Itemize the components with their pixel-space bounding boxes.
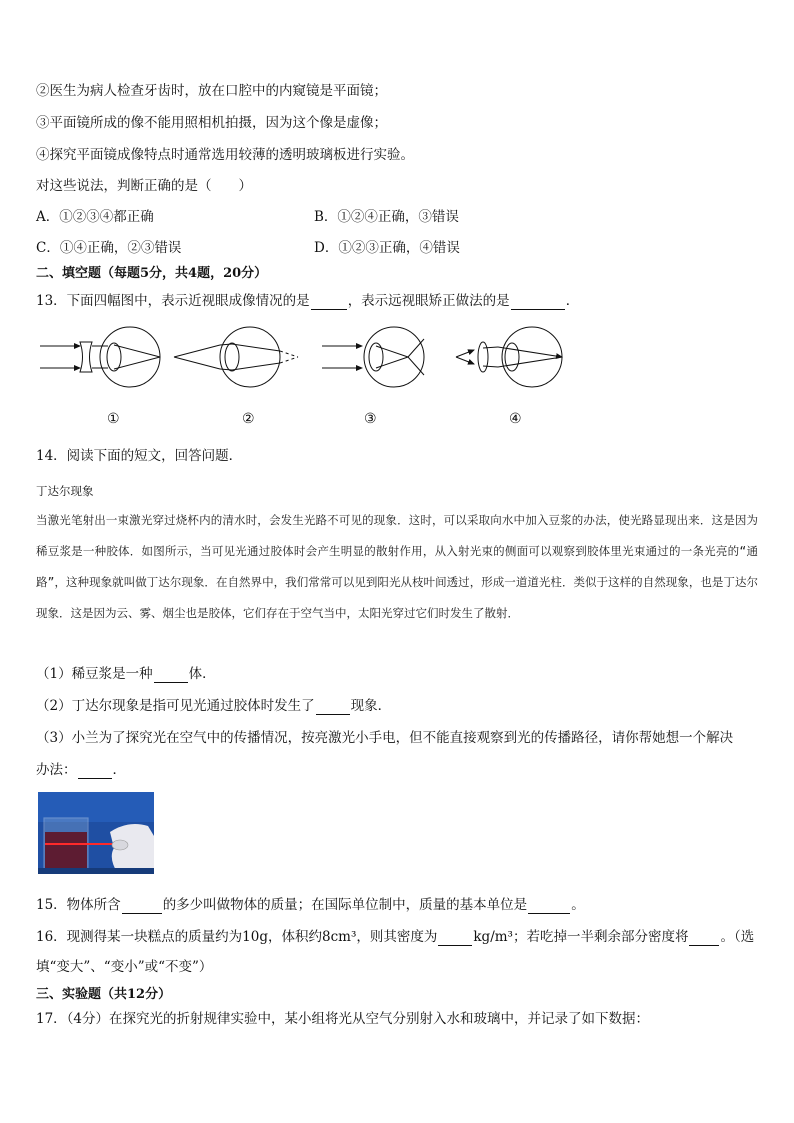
answer-blank[interactable] — [689, 931, 719, 946]
q15-text-c: 。 — [571, 897, 585, 913]
question-14-intro: 14．阅读下面的短文，回答问题． — [36, 448, 243, 464]
sub-question-1 — [36, 665, 216, 683]
sub3-text-c: ． — [112, 762, 126, 778]
figure-label-4: ④ — [509, 411, 522, 427]
sub1-text-b: 体． — [188, 666, 216, 682]
statement-2: ②医生为病人检查牙齿时，放在口腔中的内窥镜是平面镜； — [36, 83, 387, 99]
statement-4: ④探究平面镜成像特点时通常选用较薄的透明玻璃板进行实验。 — [36, 147, 414, 163]
option-a: A．①②③④都正确 — [36, 209, 154, 225]
q13-text-2: ，表示远视眼矫正做法的是 — [347, 293, 510, 309]
q16-text-c: 。（选 — [720, 929, 755, 945]
sub-question-3: （3）小兰为了探究光在空气中的传播情况，按亮激光小手电，但不能直接观察到光的传播路径，请你帮她想一个解决 — [36, 730, 734, 746]
q13-text-1: 13．下面四幅图中，表示近视眼成像情况的是 — [36, 293, 310, 309]
eye-figure-3 — [322, 327, 424, 387]
answer-blank[interactable] — [438, 931, 472, 946]
sub2-text-a: （2）丁达尔现象是指可见光通过胶体时发生了 — [36, 698, 315, 714]
passage-title: 丁达尔现象 — [36, 484, 94, 498]
question-15 — [36, 896, 585, 914]
eye-figure-2 — [174, 327, 298, 387]
figure-label-1: ① — [107, 411, 120, 427]
option-c: C．①④正确，②③错误 — [36, 240, 182, 256]
sub-question-3-cont — [36, 761, 126, 779]
sub2-text-b: 现象． — [350, 698, 392, 714]
section-heading-fill-blank: 二、填空题（每题5分，共4题，20分） — [36, 266, 268, 281]
q15-text-b: 的多少叫做物体的质量；在国际单位制中，质量的基本单位是 — [162, 897, 528, 913]
question-16 — [36, 928, 754, 946]
answer-blank[interactable] — [78, 764, 112, 779]
question-stem: 对这些说法，判断正确的是（ ） — [36, 178, 252, 194]
question-13 — [36, 292, 579, 310]
q13-text-3: ． — [565, 293, 580, 309]
q15-text-a: 15．物体所含 — [36, 897, 121, 913]
answer-blank[interactable] — [122, 899, 162, 914]
question-17: 17．（4分）在探究光的折射规律实验中，某小组将光从空气分别射入水和玻璃中，并记录了如下数据： — [36, 1011, 650, 1027]
question-16-cont: 填“变大”、“变小”或“不变”） — [36, 959, 213, 975]
answer-blank[interactable] — [154, 668, 188, 683]
sub3-text-b: 办法： — [36, 762, 77, 778]
q16-text-a: 16．现测得某一块糕点的质量约为10g，体积约8cm³，则其密度为 — [36, 929, 438, 945]
answer-blank[interactable] — [311, 295, 347, 310]
passage-text: 当激光笔射出一束激光穿过烧杯内的清水时，会发生光路不可见的现象．这时，可以采取向水中加入豆浆的办法，使光路显现出来．这是因为稀豆浆是一种胶体．如图所示，当可见光通过胶体时会产生明显的散射作用，从入射光束的侧面可以观察到胶体里光束通过的一条光亮的“通路”，这种现象就叫做丁达尔现象．在自然界中，我们常常可以见到阳光从枝叶间透过，形成一道道光柱．类似于这样的自然现象，也是丁达尔现象．这是因为云、雾、烟尘也是胶体，它们存在于空气当中，太阳光穿过它们时发生了散射． — [36, 513, 758, 620]
tyndall-beaker-photo — [38, 792, 154, 874]
eye-figure-1 — [40, 327, 160, 387]
figure-label-2: ② — [242, 411, 255, 427]
option-b: B．①②④正确，③错误 — [314, 209, 459, 225]
statement-3: ③平面镜所成的像不能用照相机拍摄，因为这个像是虚像； — [36, 115, 387, 131]
sub1-text-a: （1）稀豆浆是一种 — [36, 666, 153, 682]
answer-blank[interactable] — [316, 700, 350, 715]
section-heading-experiment: 三、实验题（共12分） — [36, 987, 172, 1002]
sub-question-2 — [36, 697, 391, 715]
eye-figure-4 — [456, 327, 562, 387]
q16-text-b: kg/m³；若吃掉一半剩余部分密度将 — [473, 929, 689, 945]
answer-blank[interactable] — [511, 295, 565, 310]
answer-blank[interactable] — [528, 899, 570, 914]
figure-label-3: ③ — [364, 411, 377, 427]
option-d: D．①②③正确，④错误 — [314, 240, 460, 256]
